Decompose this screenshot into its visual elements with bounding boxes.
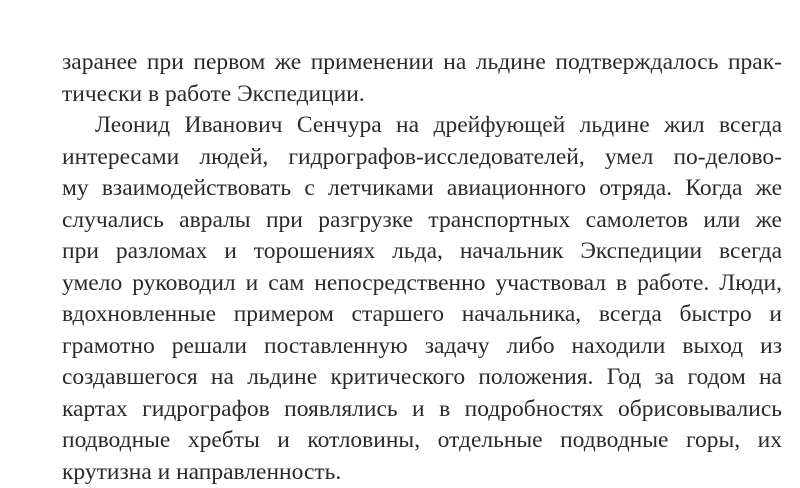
text-line: крутизна и направленность. (62, 457, 782, 488)
text-line: вдохновленные примером старшего начальника, всегда быстро и (62, 299, 782, 331)
text-line: интересами людей, гидрографов-исследователей, умел по-делово- (62, 142, 782, 174)
paragraph-1 (62, 47, 782, 110)
text-line: подводные хребты и котловины, отдельные подводные горы, их (62, 425, 782, 457)
text-line: Леонид Иванович Сенчура на дрейфующей льдине жил всегда (62, 110, 782, 142)
text-line: картах гидрографов появлялись и в подробностях обрисовывались (62, 394, 782, 426)
text-line: при разломах и торошениях льда, начальник Экспедиции всегда (62, 236, 782, 268)
paragraph-2 (62, 110, 782, 488)
text-line: заранее при первом же применении на льдине подтверждалось прак- (62, 47, 782, 79)
text-line: умело руководил и сам непосредственно участвовал в работе. Люди, (62, 268, 782, 300)
body-text (62, 47, 782, 488)
text-line: создавшегося на льдине критического положения. Год за годом на (62, 362, 782, 394)
text-line: тически в работе Экспедиции. (62, 79, 782, 111)
text-line: случались авралы при разгрузке транспортных самолетов или же (62, 205, 782, 237)
text-line: грамотно решали поставленную задачу либо находили выход из (62, 331, 782, 363)
text-line: му взаимодействовать с летчиками авиационного отряда. Когда же (62, 173, 782, 205)
